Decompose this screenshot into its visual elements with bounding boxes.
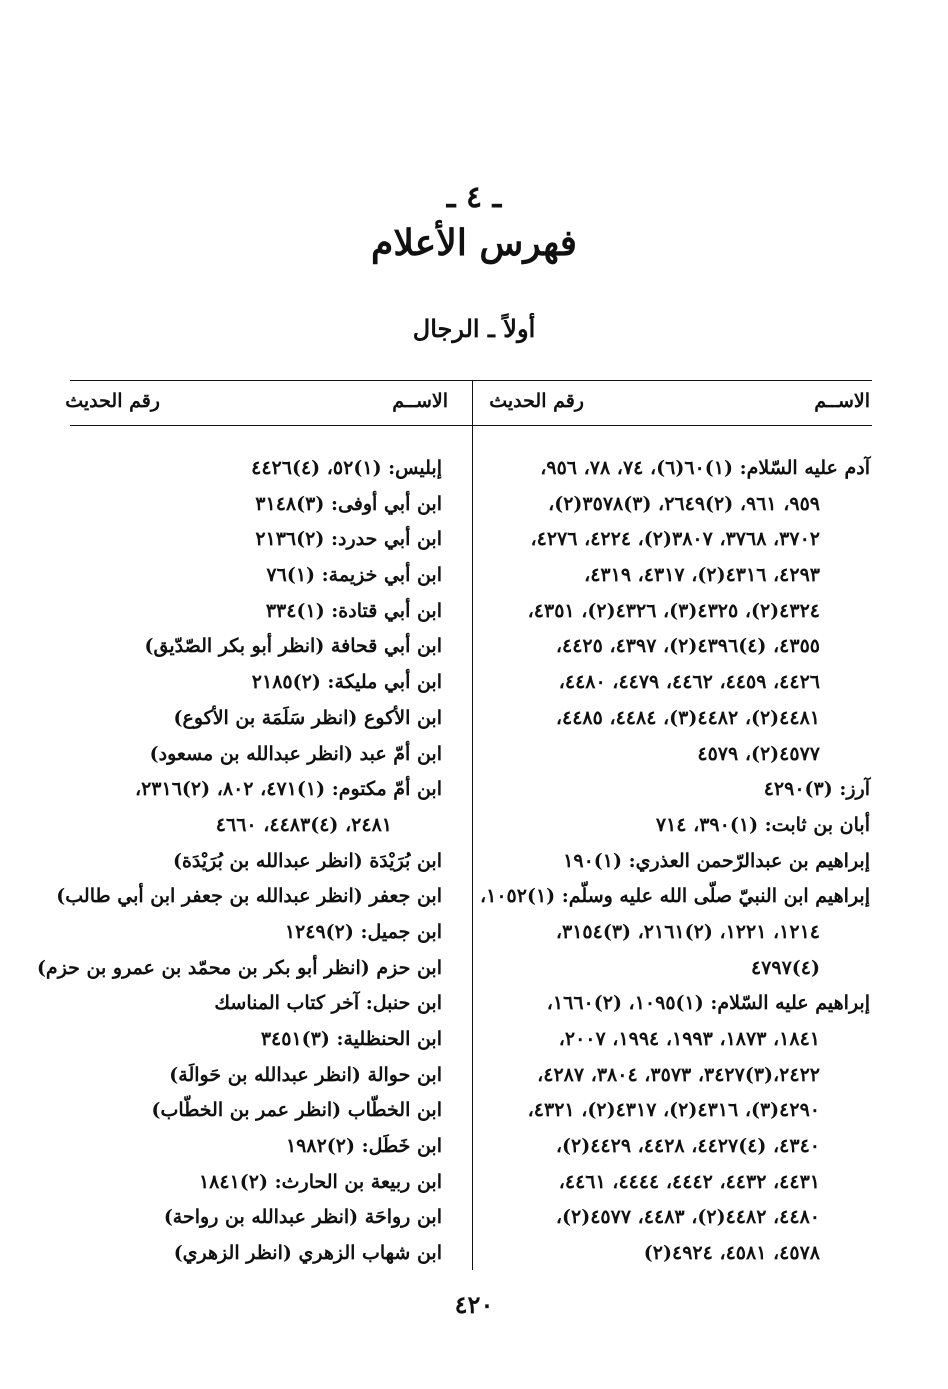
page-title: فهرس الأعلام	[371, 222, 577, 264]
index-entry-continuation: ٢٤٨١، (٤)٤٤٨٣، ٤٦٦٠	[215, 813, 392, 836]
table-top-rule	[70, 380, 872, 381]
right-name-header: الاســم	[814, 390, 870, 412]
index-entry-continuation: ٤٤٢٦، ٤٤٥٩، ٤٤٦٢، ٤٤٧٩، ٤٤٨٠،	[558, 671, 820, 694]
index-entry: ابن أمّ عبد (انظر عبدالله بن مسعود)	[149, 742, 442, 765]
table-header-rule	[70, 425, 872, 426]
index-entry-continuation: ١٨٤١، ١٨٧٣، ١٩٩٣، ١٩٩٤، ٢٠٠٧،	[558, 1028, 820, 1050]
index-entry-continuation: ٤٤٣١، ٤٤٣٢، ٤٤٤٢، ٤٤٤٤، ٤٤٦١،	[558, 1170, 820, 1193]
index-entry-continuation: ٤٢٩٠(٣)، ٤٣١٦(٢)، ٤٣١٧(٢)، ٤٣٢١،	[527, 1099, 820, 1122]
index-entry: آدم عليه السّلام: (١)٦٠(٦)، ٧٤، ٧٨، ٩٥٦،	[540, 457, 870, 479]
index-entry-continuation: ٤٤٨٠، ٤٤٨٢(٢)، ٤٤٨٣، ٤٥٧٧(٢)،	[555, 1206, 820, 1229]
index-entry: ابن حوالة (انظر عبدالله بن حَوالَة)	[169, 1063, 442, 1086]
right-index-column	[479, 451, 870, 1272]
index-entry: آرز: (٣)٤٢٩٠	[763, 778, 870, 801]
index-entry: ابن الأكوع (انظر سَلَمَة بن الأكوع)	[173, 706, 442, 729]
index-entry: ابن أبي مليكة: (٢)٢١٨٥	[251, 671, 442, 694]
index-entry: ابن الخطّاب (انظر عمر بن الخطّاب)	[151, 1099, 442, 1122]
index-entry-continuation: ٢٤٢٢،(٣)٣٤٢٧، ٣٥٧٣، ٣٨٠٤، ٤٢٨٧،	[537, 1063, 820, 1086]
index-entry: ابن أبي حدرد: (٢)٢١٣٦	[255, 528, 442, 551]
index-entry: إبراهيم بن عبدالرّحمن العذري: (١)١٩٠	[563, 849, 870, 872]
index-entry-continuation: ٤٤٨١(٢)، ٤٤٨٢(٣)، ٤٤٨٤، ٤٤٨٥،	[555, 706, 820, 729]
index-entry: ابن جعفر (انظر عبدالله بن جعفر ابن أبي طالب)	[56, 885, 442, 908]
left-number-header: رقم الحديث	[65, 390, 160, 412]
index-entry-continuation: ٤٣٥٥، (٤)٤٣٩٦(٢)، ٤٣٩٧، ٤٤٢٥،	[555, 635, 820, 658]
index-entry: ابن أبي أوفى: (٣)٣١٤٨	[255, 492, 442, 515]
index-entry: ابن رواحَة (انظر عبدالله بن رواحة)	[163, 1206, 442, 1229]
index-entry: أبان بن ثابت: (١)٣٩٠، ٧١٤	[655, 813, 870, 836]
column-divider	[472, 380, 473, 1270]
index-entry: ابن شهاب الزهري (انظر الزهري)	[173, 1242, 442, 1265]
left-index-column	[36, 451, 442, 1272]
section-number: ـ ٤ ـ	[446, 180, 502, 215]
index-entry-continuation: ٤٣٤٠، (٤)٤٤٢٧، ٤٤٢٨، ٤٤٢٩(٢)،	[555, 1135, 820, 1158]
index-entry: إبليس: (١)٥٢، (٤)٤٤٢٦	[251, 457, 442, 479]
index-entry: ابن حنبل: آخر كتاب المناسك	[214, 992, 442, 1015]
index-entry: ابن بُرَيْدَة (انظر عبدالله بن بُرَيْدَة)	[172, 849, 442, 872]
index-entry-continuation: ٣٧٠٢، ٣٧٦٨، ٣٨٠٧(٢)، ٤٢٢٤، ٤٢٧٦،	[530, 528, 820, 551]
section-subtitle: أولاً ـ الرجال	[412, 314, 536, 343]
index-entry: ابن ربيعة بن الحارث: (٢)١٨٤١	[198, 1170, 442, 1193]
index-entry-continuation: ٤٥٧٨، ٤٥٨١، ٤٩٢٤(٢)	[643, 1242, 820, 1265]
index-entry: ابن أبي خزيمة: (١)٧٦	[266, 564, 442, 587]
index-entry-continuation: ٤٣٢٤(٢)، ٤٣٢٥(٣)، ٤٣٢٦(٢)، ٤٣٥١،	[527, 599, 820, 622]
index-entry: إبراهيم ابن النبيّ صلّى الله عليه وسلّم: (١)١٠٥٢،	[479, 885, 870, 908]
index-entry: ابن أمّ مكتوم: (١)٤٧١، ٨٠٢، (٢)٢٣١٦،	[134, 778, 442, 801]
left-name-header: الاســم	[392, 390, 448, 412]
right-number-header: رقم الحديث	[489, 390, 584, 412]
index-entry: ابن جميل: (٢)١٢٤٩	[284, 920, 442, 943]
index-entry-continuation: ١٢١٤، ١٢٢١، (٢)٢١٦١، (٣)٣١٥٤،	[555, 920, 820, 943]
index-entry-continuation: (٤)٤٧٩٧	[750, 956, 820, 979]
index-entry-continuation: ٩٥٩، ٩٦١، (٢)٢٦٤٩، (٣)٣٥٧٨(٢)،	[548, 492, 820, 515]
page-number: ٤٢٠	[454, 1290, 494, 1319]
index-entry: إبراهيم عليه السّلام: (١)١٠٩٥، (٢)١٦٦٠،	[546, 992, 870, 1015]
index-entry: ابن الحنظلية: (٣)٣٤٥١	[260, 1028, 442, 1050]
index-entry-continuation: ٤٢٩٣، ٤٣١٦(٢)، ٤٣١٧، ٤٣١٩،	[584, 564, 820, 587]
index-entry: ابن حزم (انظر أبو بكر بن محمّد بن عمرو بن حزم)	[36, 956, 442, 979]
index-entry: ابن أبي قتادة: (١)٣٣٤	[265, 599, 442, 622]
index-entry-continuation: ٤٥٧٧(٢)، ٤٥٧٩	[697, 742, 820, 765]
index-entry: ابن أبي قحافة (انظر أبو بكر الصّدّيق)	[144, 635, 442, 658]
index-entry: ابن خَطَل: (٢)١٩٨٢	[285, 1135, 442, 1158]
